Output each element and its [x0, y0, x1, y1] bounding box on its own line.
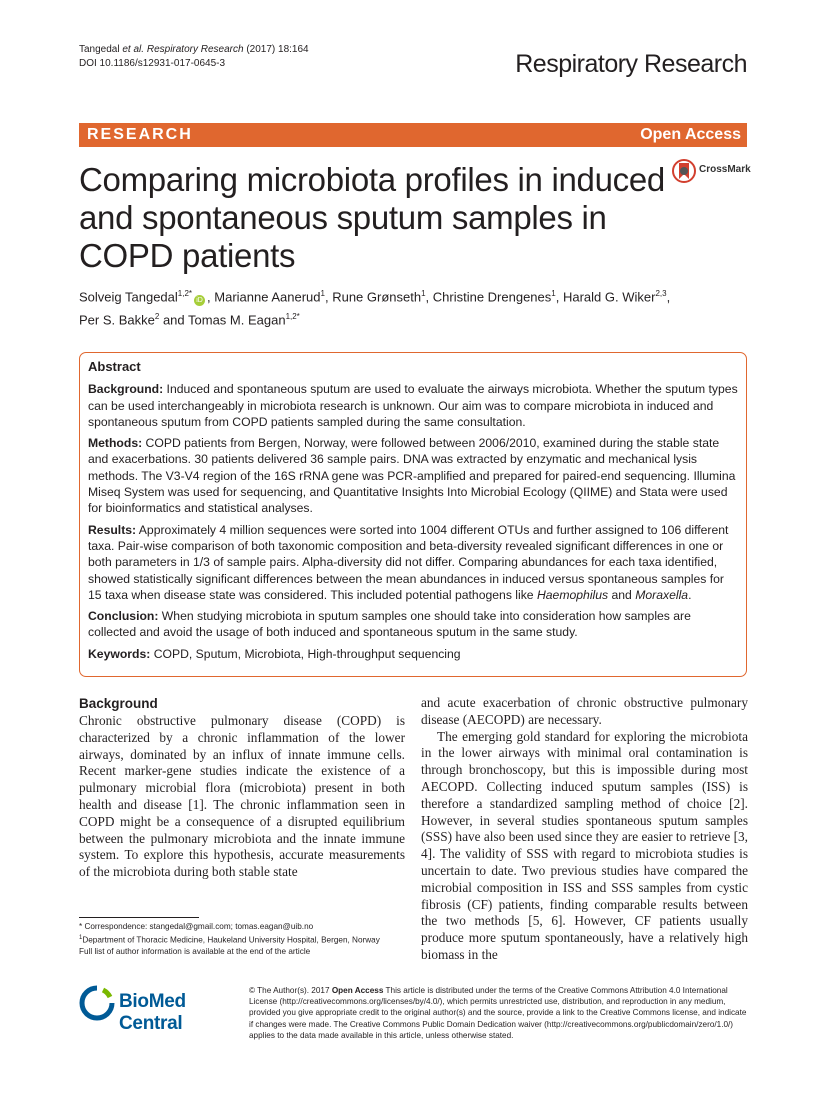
author-separator: ,: [425, 289, 433, 305]
publisher-name: BioMed Central: [119, 991, 186, 1034]
abstract-keywords: Keywords: COPD, Sputum, Microbiota, High-throughput sequencing: [88, 646, 461, 661]
bmc-logo-icon: [79, 985, 115, 1021]
author-separator: ,: [666, 289, 671, 305]
more-info: Full list of author information is available at the end of the article: [79, 946, 311, 956]
author-affiliation: 1: [421, 289, 426, 298]
abstract-conclusion: Conclusion: When studying microbiota in sputum samples one should take into consideration how samples are collected and avoid the usage of both induced and spontaneous sputum in the same study.: [88, 609, 691, 640]
license-text: © The Author(s). 2017 Open Access This article is distributed under the terms of the Creative Commons Attribution 4.0 International License (http://creativecommons.org/licenses/by/4.0/), which permits unrestricted use, distribution, and reproduction in any medium, provided you give appropriate credit to the original author(s) and the source, provide a link to the Creative Commons license, and indicate if changes were made. The Creative Commons Public Domain Dedication waiver (http://creativecommons.org/publicdomain/zero/1.0/) applies to the data made available in this article, unless otherwise stated.: [249, 986, 747, 1040]
orcid-icon[interactable]: iD: [194, 295, 205, 306]
crossmark-label: CrossMark: [699, 164, 751, 175]
section-heading-background: Background: [79, 696, 158, 711]
author-affiliation: 1,2*: [285, 312, 300, 322]
author-affiliation: 2: [154, 312, 160, 322]
abstract-box: [79, 352, 747, 677]
paragraph: The emerging gold standard for exploring the microbiota in the lower airways with minimal oral contamination is through bronchoscopy, but this is impossible during most AECOPD. Collecting induced sputum samples (ISS) is therefore a standardized sampling method of choice [2]. However, in several studies spontaneous sputum samples (SSS) have also been used since they are easier to retrieve [3, 4]. The validity of SSS with regard to microbiota studies is uncertain to date. Two previous studies have compared the microbial composition in ISS and SSS samples from cystic fibrosis (CF) patients, finding comparable results between the two methods [5, 6]. However, CF patients usually produce more sputum spontaneously, have a relatively high biomass in the: [421, 728, 748, 962]
article-type-banner: [79, 123, 747, 147]
crossmark-icon: [672, 157, 696, 185]
footnotes: [79, 921, 405, 957]
author-name[interactable]: Christine Drengenes: [432, 289, 552, 305]
author-name[interactable]: Per S. Bakke: [79, 312, 155, 328]
affiliation: $^1$Department of Thoracic Medicine, Haukeland University Hospital, Bergen, Norway: [79, 934, 380, 945]
author-separator: and: [159, 312, 189, 328]
author-affiliation: 1: [551, 289, 556, 298]
paragraph: Chronic obstructive pulmonary disease (COPD) is characterized by a chronic inflammation of the lower airways, dominated by an influx of innate immune cells. Recent marker-gene studies indicate the existence of a pulmonary microbial flora (microbiota) present in both health and disease [1]. The chronic inflammation seen in COPD might be a consequence of a disrupted equilibrium between the pulmonary microbiota and the innate immune system. To explore this hypothesis, accurate measurements of the microbiota during both stable state: [79, 713, 405, 880]
abstract-methods: Methods: COPD patients from Bergen, Norway, were followed between 2006/2010, examined during the stable state and exacerbations. 30 patients delivered 36 sample pairs. DNA was extracted by enzymatic and mechanical lysis methods. The V3-V4 region of the 16S rRNA gene was PCR-amplified and prepared for paired-end sequencing. Illumina Miseq System was used for sequencing, and Quantitative Insights Into Microbial Ecology (QIIME) and Stata were used for bioinformatics and statistical analyses.: [88, 436, 736, 516]
author-list: [79, 284, 749, 331]
abstract-background: Background: Induced and spontaneous sputum are used to evaluate the airways microbiota. Whether the sputum types can be used interchangeably in microbiota research is unknown. Our aim was to compare microbiota in induced and spontaneous sputum from COPD patients sampled during the same consultation.: [88, 382, 738, 429]
running-header: [79, 43, 309, 71]
article-type: RESEARCH: [87, 126, 193, 143]
author-name[interactable]: Harald G. Wiker: [562, 289, 656, 305]
citation-line: Tangedal et al. Respiratory Research (2017) 18:164: [79, 44, 309, 55]
author-separator: ,: [555, 289, 563, 305]
doi[interactable]: DOI 10.1186/s12931-017-0645-3: [79, 58, 226, 69]
body-column-right: [421, 695, 748, 964]
author-separator: ,: [324, 289, 333, 305]
biomed-central-logo: [79, 985, 239, 1034]
footnote-rule: [79, 917, 199, 918]
author-name[interactable]: Tomas M. Eagan: [188, 312, 286, 328]
author-name[interactable]: Rune Grønseth: [332, 289, 422, 305]
abstract-heading: Abstract: [88, 359, 141, 374]
article-title: Comparing microbiota profiles in induced and spontaneous sputum samples in COPD patients: [79, 161, 665, 274]
open-access-label: Open Access: [640, 126, 741, 143]
crossmark-badge[interactable]: [672, 157, 752, 187]
author-name[interactable]: Marianne Aanerud: [214, 289, 321, 305]
author-name[interactable]: Solveig Tangedal: [79, 289, 178, 305]
author-affiliation: 2,3: [655, 289, 667, 298]
correspondence[interactable]: * Correspondence: stangedal@gmail.com; tomas.eagan@uib.no: [79, 922, 314, 931]
author-separator: ,: [207, 289, 215, 305]
body-column-left: [79, 695, 405, 881]
author-affiliation: 1,2*: [177, 289, 193, 298]
paragraph: and acute exacerbation of chronic obstructive pulmonary disease (AECOPD) are necessary.: [421, 695, 748, 727]
abstract-results: Results: Approximately 4 million sequences were sorted into 1004 different OTUs and further assigned to 106 different taxa. Pair-wise comparison of both taxonomic composition and beta-diversity revealed significant differences in one or both parameters in 1/3 of sample pairs. Alpha-diversity did not differ. Comparing abundances for each taxa identified, showed statistically significant differences between the mean abundances in induced versus spontaneous samples for 15 taxa when disease state was considered. This included potential pathogens like Haemophilus and Moraxella.: [88, 522, 729, 602]
journal-name: Respiratory Research: [515, 50, 747, 78]
author-affiliation: 1: [320, 289, 325, 298]
